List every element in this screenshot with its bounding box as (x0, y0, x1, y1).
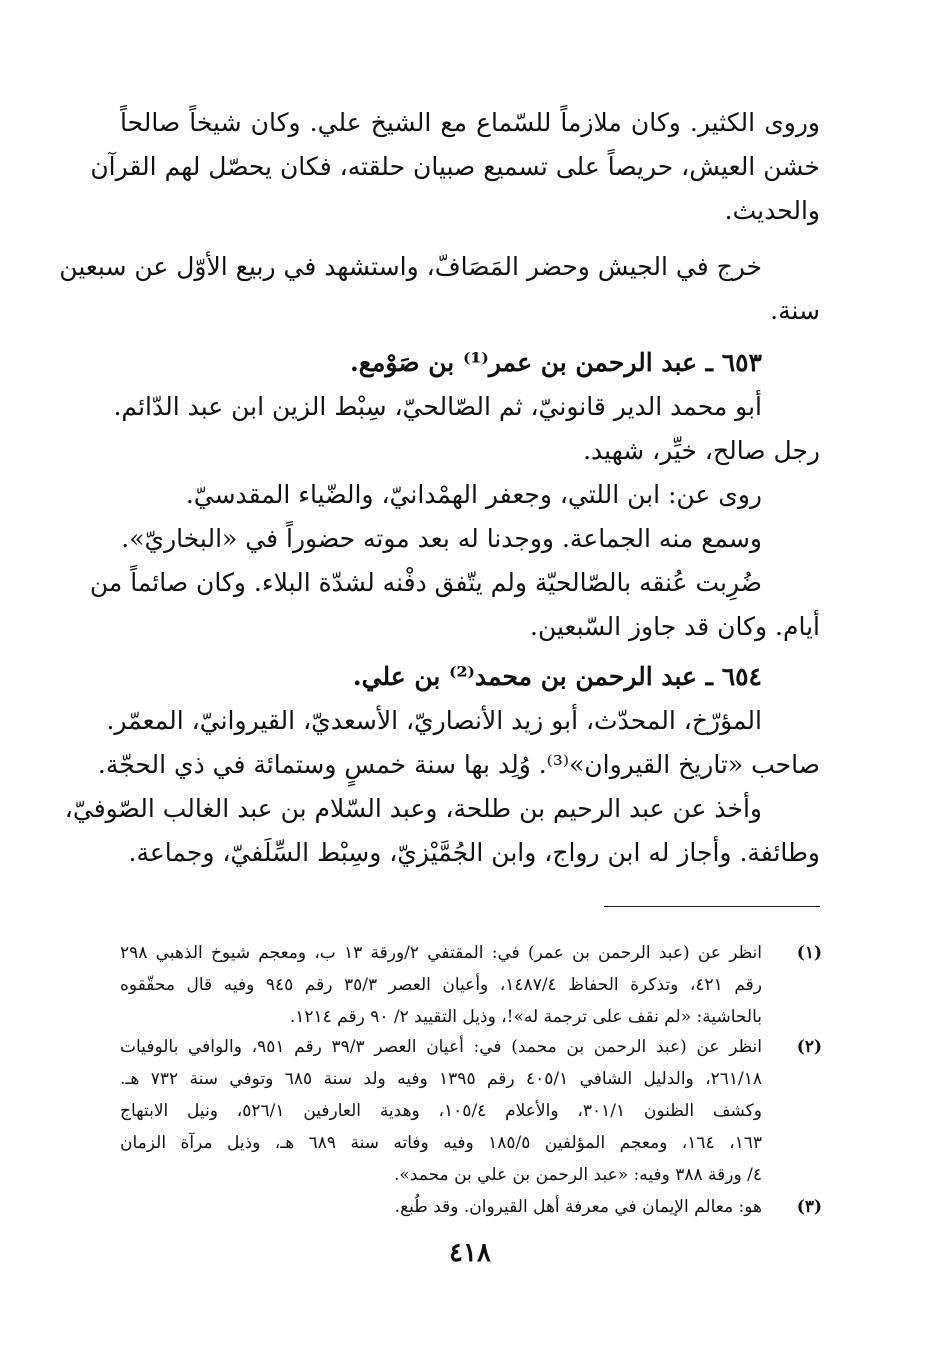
footnote-line: ١٦٣، ١٦٤، ومعجم المؤلفين ١٨٥/٥ وفيه وفاته سنة ٦٨٩ هـ، وذيل مرآة الزمان (120, 1133, 762, 1153)
footnote-line: وكشف الظنون ٣٠١/١، والأعلام ١٠٥/٤، وهدية العارفين ٥٢٦/١، ونيل الابتهاج (120, 1101, 762, 1121)
body-line: والحديث. (724, 196, 820, 225)
body-line: سنة. (770, 296, 820, 325)
footnote-line: هو: معالم الإيمان في معرفة أهل القيروان. وقد طُبع. (394, 1197, 762, 1217)
body-line: رجل صالح، خيِّر، شهيد. (583, 436, 820, 465)
footnote-line: رقم ٤٢١، وتذكرة الحفاظ ١٤٨٧/٤، وأعيان العصر ٣٥/٣ رقم ٩٤٥ وفيه قال محقّقوه (120, 975, 762, 995)
footnote-separator (604, 906, 820, 907)
footnote-number: (٣) (796, 1197, 822, 1217)
body-line: روى عن: ابن اللتي، وجعفر الهمْدانيّ، والضّياء المقدسيّ. (185, 480, 762, 509)
footnote-number: (٢) (796, 1037, 822, 1057)
body-line: المؤرّخ، المحدّث، أبو زيد الأنصاريّ، الأسعديّ، القيروانيّ، المعمّر. (106, 706, 762, 735)
entry-heading: ٦٥٤ ـ عبد الرحمن بن محمد⁽²⁾ بن علي. (352, 662, 762, 691)
body-line: خشن العيش، حريصاً على تسميع صبيان حلقته، فكان يحصّل لهم القرآن (90, 152, 820, 181)
entry-heading: ٦٥٣ ـ عبد الرحمن بن عمر⁽¹⁾ بن صَوْمع. (350, 348, 762, 377)
body-line: صاحب «تاريخ القيروان»⁽³⁾. وُلِد بها سنة خمسٍ وستمائة في ذي الحجّة. (97, 750, 820, 779)
body-line: وسمع منه الجماعة. ووجدنا له بعد موته حضوراً في «البخاريّ». (121, 524, 762, 553)
body-line: وروى الكثير. وكان ملازماً للسّماع مع الشيخ علي. وكان شيخاً صالحاً (120, 108, 820, 137)
body-line: أبو محمد الدير قانونيّ، ثم الصّالحيّ، سِبْط الزين ابن عبد الدّائم. (113, 392, 762, 421)
footnote-line: انظر عن (عبد الرحمن بن عمر) في: المقتفي ٢/ورقة ١٣ ب، ومعجم شيوخ الذهبي ٢٩٨ (120, 943, 762, 963)
body-line: أيام. وكان قد جاوز السّبعين. (530, 612, 820, 641)
footnote-line: بالحاشية: «لم نقف على ترجمة له»!، وذيل التقييد ٢/ ٩٠ رقم ١٢١٤. (289, 1007, 762, 1027)
footnote-number: (١) (796, 943, 822, 963)
body-line: وأخذ عن عبد الرحيم بن طلحة، وعبد السّلام بن عبد الغالب الصّوفيّ، (64, 794, 762, 823)
body-line: ضُرِبت عُنقه بالصّالحيّة ولم يتّفق دفْنه لشدّة البلاء. وكان صائماً من (89, 568, 762, 597)
body-line: وطائفة. وأجاز له ابن رواج، وابن الجُمَّيْزيّ، وسِبْط السِّلَفيّ، وجماعة. (128, 838, 820, 867)
footnote-line: ٤/ ورقة ٣٨٨ وفيه: «عبد الرحمن بن علي بن محمد». (394, 1165, 762, 1185)
body-line: خرج في الجيش وحضر المَصَافّ، واستشهد في ربيع الأوّل عن سبعين (59, 252, 762, 281)
footnote-line: ٢٦١/١٨، والدليل الشافي ٤٠٥/١ رقم ١٣٩٥ وفيه ولد سنة ٦٨٥ وتوفي سنة ٧٣٢ هـ. (120, 1069, 763, 1089)
footnote-line: انظر عن (عبد الرحمن بن محمد) في: أعيان العصر ٣٩/٣ رقم ٩٥١، والوافي بالوفيات (120, 1037, 763, 1057)
page-number: ٤١٨ (449, 1238, 491, 1268)
